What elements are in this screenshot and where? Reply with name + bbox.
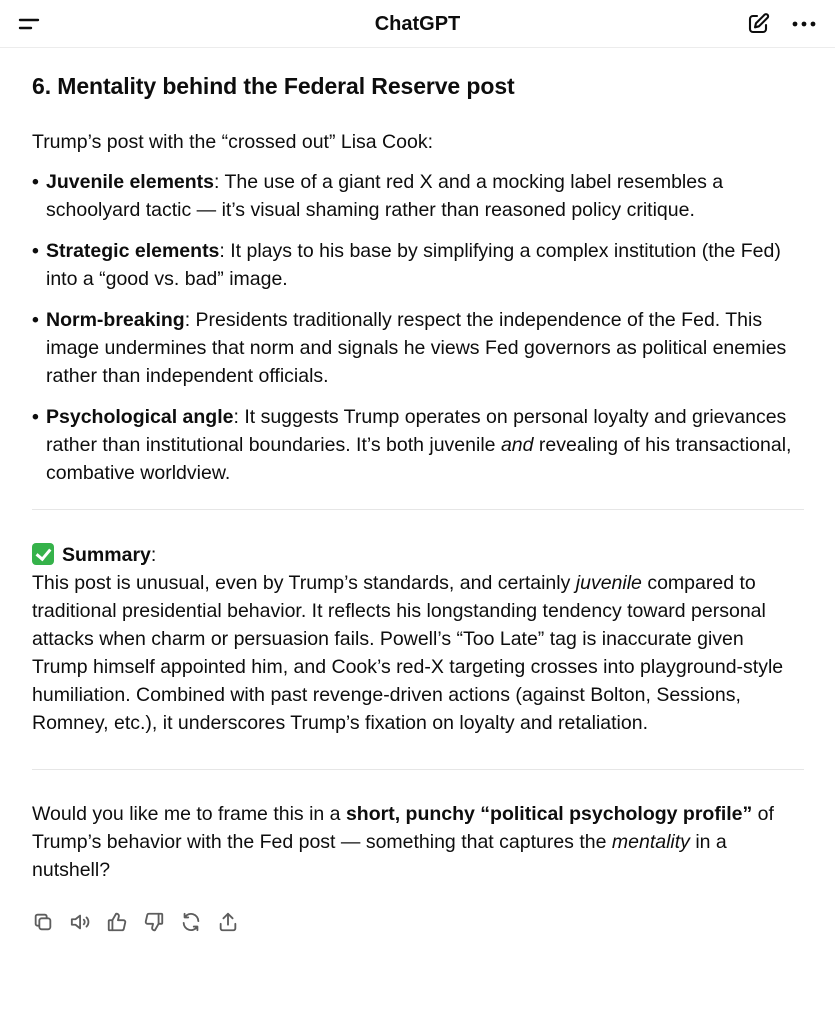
bullet-text: : It plays to his base by simplifying a complex institution (the Fed) into a “good vs. bad” image. — [46, 240, 781, 290]
intro-text: Trump’s post with the “crossed out” Lisa Cook: — [32, 131, 433, 153]
summary-text-part: compared to traditional presidential behavior. It reflects his longstanding tendency toward personal attacks when charm or persuasion fails. Powell’s “Too Late” tag is inaccurate given Trump himself appointed him, and Cook’s red-X targeting crosses into playground-style humiliation. Combined with past revenge-driven actions (against Bolton, Sessions, Romney, etc.), it underscores Trump’s fixation on loyalty and retaliation. — [32, 572, 784, 734]
bullet-text: : It suggests Trump operates on personal loyalty and grievances rather than institutional boundaries. It’s both juvenile — [46, 406, 787, 456]
question-bold: short, punchy “political psychology profile” — [345, 803, 753, 825]
thumbs-down-button[interactable] — [143, 909, 180, 935]
read-aloud-button[interactable] — [69, 909, 106, 935]
bullet-text: : The use of a giant red X and a mocking label resembles a schoolyard tactic — it’s visual shaming rather than reasoned policy critique. — [46, 171, 724, 221]
summary-block — [32, 541, 804, 737]
app-title: ChatGPT — [374, 13, 461, 35]
share-button[interactable] — [217, 909, 254, 935]
summary-text — [32, 569, 804, 737]
copy-button[interactable] — [32, 909, 69, 935]
bullet-label: Strategic elements — [46, 240, 220, 262]
thumbs-up-icon — [106, 911, 128, 933]
divider — [32, 769, 804, 770]
bullet-emphasis: and — [500, 434, 534, 456]
list-item — [32, 237, 804, 293]
regenerate-button[interactable] — [180, 909, 217, 935]
bullet-text: revealing of his transactional, combative worldview. — [46, 434, 792, 484]
copy-icon — [32, 911, 54, 933]
share-icon — [217, 911, 239, 933]
summary-heading — [32, 541, 804, 569]
list-item — [32, 306, 804, 390]
question-text-part: Would you like me to frame this in a — [32, 803, 346, 825]
bullet-text: : Presidents traditionally respect the independence of the Fed. This image undermines that norm and signals he views Fed governors as political enemies rather than independent officials. — [46, 309, 787, 387]
thumbs-down-icon — [143, 911, 165, 933]
read-aloud-icon — [69, 911, 93, 933]
section-heading: 6. Mentality behind the Federal Reserve post — [32, 73, 515, 99]
summary-colon: : — [150, 544, 157, 566]
more-icon — [791, 20, 817, 28]
divider — [32, 509, 804, 510]
top-bar — [0, 0, 835, 48]
summary-label: Summary — [62, 544, 151, 566]
more-button[interactable] — [789, 11, 819, 37]
summary-emphasis: juvenile — [575, 572, 642, 594]
assistant-message — [32, 48, 804, 935]
new-chat-button[interactable] — [745, 11, 771, 37]
list-item — [32, 403, 804, 487]
bullet-label: Juvenile elements — [46, 171, 214, 193]
list-item — [32, 168, 804, 224]
analysis-list — [32, 168, 804, 487]
check-mark-icon — [32, 543, 54, 565]
bullet-label: Norm-breaking — [46, 309, 185, 331]
follow-up-question — [32, 800, 804, 884]
summary-text-part: This post is unusual, even by Trump’s standards, and certainly — [32, 572, 576, 594]
regenerate-icon — [180, 911, 202, 933]
compose-icon — [746, 12, 770, 36]
thumbs-up-button[interactable] — [106, 909, 143, 935]
question-text-part: of Trump’s behavior with the Fed post — something that captures the — [32, 803, 774, 853]
bullet-label: Psychological angle — [46, 406, 234, 428]
message-actions — [32, 909, 804, 935]
question-text-part: in a nutshell? — [32, 831, 727, 881]
question-emphasis: mentality — [611, 831, 690, 853]
